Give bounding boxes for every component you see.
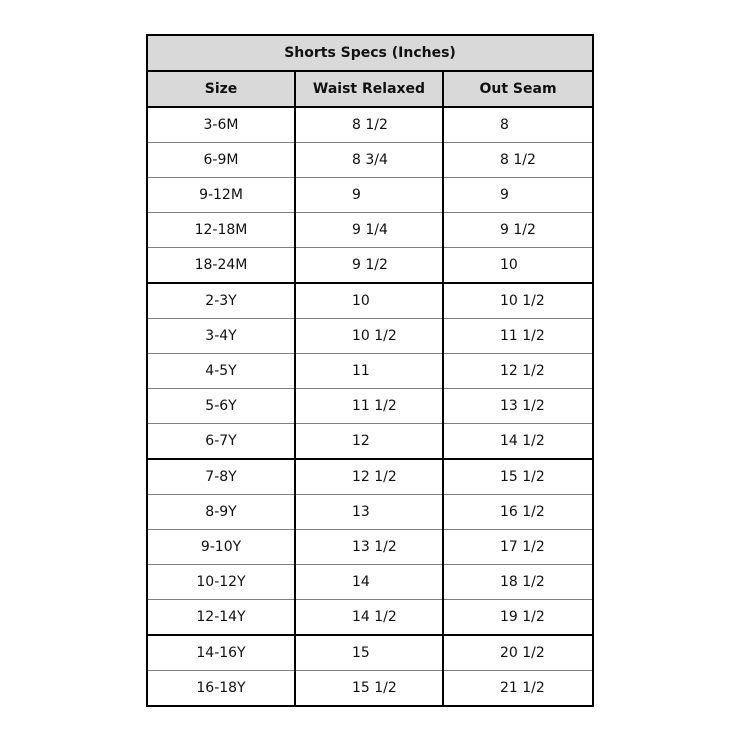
- cell-waist-relaxed: 15: [295, 635, 443, 671]
- table-row: [147, 635, 593, 671]
- cell-out-seam: 10 1/2: [443, 283, 593, 319]
- cell-waist-relaxed: 11 1/2: [295, 389, 443, 424]
- cell-waist-relaxed: 10: [295, 283, 443, 319]
- cell-waist-relaxed: 14: [295, 565, 443, 600]
- cell-size: 3-4Y: [147, 319, 295, 354]
- cell-size: 3-6M: [147, 107, 295, 143]
- cell-waist-relaxed: 12: [295, 424, 443, 460]
- cell-size: 6-7Y: [147, 424, 295, 460]
- cell-size: 14-16Y: [147, 635, 295, 671]
- cell-waist-relaxed: 12 1/2: [295, 459, 443, 495]
- table-row: [147, 530, 593, 565]
- cell-out-seam: 9 1/2: [443, 213, 593, 248]
- cell-out-seam: 15 1/2: [443, 459, 593, 495]
- cell-out-seam: 12 1/2: [443, 354, 593, 389]
- cell-size: 2-3Y: [147, 283, 295, 319]
- table-row: [147, 459, 593, 495]
- table-row: [147, 671, 593, 707]
- table-row: [147, 248, 593, 284]
- cell-size: 18-24M: [147, 248, 295, 284]
- cell-size: 5-6Y: [147, 389, 295, 424]
- cell-waist-relaxed: 13: [295, 495, 443, 530]
- cell-out-seam: 19 1/2: [443, 600, 593, 636]
- table-row: [147, 283, 593, 319]
- table-body: [147, 107, 593, 706]
- cell-out-seam: 8 1/2: [443, 143, 593, 178]
- cell-waist-relaxed: 8 3/4: [295, 143, 443, 178]
- cell-size: 8-9Y: [147, 495, 295, 530]
- cell-out-seam: 11 1/2: [443, 319, 593, 354]
- cell-out-seam: 8: [443, 107, 593, 143]
- cell-size: 7-8Y: [147, 459, 295, 495]
- table-row: [147, 424, 593, 460]
- cell-out-seam: 13 1/2: [443, 389, 593, 424]
- column-header-out-seam: Out Seam: [443, 71, 593, 107]
- cell-waist-relaxed: 13 1/2: [295, 530, 443, 565]
- cell-size: 12-14Y: [147, 600, 295, 636]
- cell-size: 4-5Y: [147, 354, 295, 389]
- table-title-row: [147, 35, 593, 71]
- cell-waist-relaxed: 11: [295, 354, 443, 389]
- table-row: [147, 178, 593, 213]
- cell-out-seam: 14 1/2: [443, 424, 593, 460]
- cell-out-seam: 10: [443, 248, 593, 284]
- cell-out-seam: 17 1/2: [443, 530, 593, 565]
- cell-out-seam: 16 1/2: [443, 495, 593, 530]
- cell-waist-relaxed: 15 1/2: [295, 671, 443, 707]
- table-row: [147, 495, 593, 530]
- cell-size: 12-18M: [147, 213, 295, 248]
- cell-waist-relaxed: 14 1/2: [295, 600, 443, 636]
- table-title: Shorts Specs (Inches): [147, 35, 593, 71]
- table-row: [147, 354, 593, 389]
- table-row: [147, 143, 593, 178]
- table-row: [147, 389, 593, 424]
- cell-waist-relaxed: 10 1/2: [295, 319, 443, 354]
- cell-waist-relaxed: 9: [295, 178, 443, 213]
- cell-size: 6-9M: [147, 143, 295, 178]
- table-row: [147, 107, 593, 143]
- cell-waist-relaxed: 8 1/2: [295, 107, 443, 143]
- column-header-waist-relaxed: Waist Relaxed: [295, 71, 443, 107]
- cell-out-seam: 20 1/2: [443, 635, 593, 671]
- cell-waist-relaxed: 9 1/2: [295, 248, 443, 284]
- table-row: [147, 600, 593, 636]
- table-header-row: [147, 71, 593, 107]
- cell-out-seam: 9: [443, 178, 593, 213]
- table-row: [147, 565, 593, 600]
- column-header-size: Size: [147, 71, 295, 107]
- cell-size: 16-18Y: [147, 671, 295, 707]
- table-row: [147, 319, 593, 354]
- cell-out-seam: 21 1/2: [443, 671, 593, 707]
- cell-waist-relaxed: 9 1/4: [295, 213, 443, 248]
- cell-size: 9-10Y: [147, 530, 295, 565]
- cell-size: 10-12Y: [147, 565, 295, 600]
- cell-out-seam: 18 1/2: [443, 565, 593, 600]
- shorts-specs-table: [146, 34, 594, 707]
- cell-size: 9-12M: [147, 178, 295, 213]
- table-row: [147, 213, 593, 248]
